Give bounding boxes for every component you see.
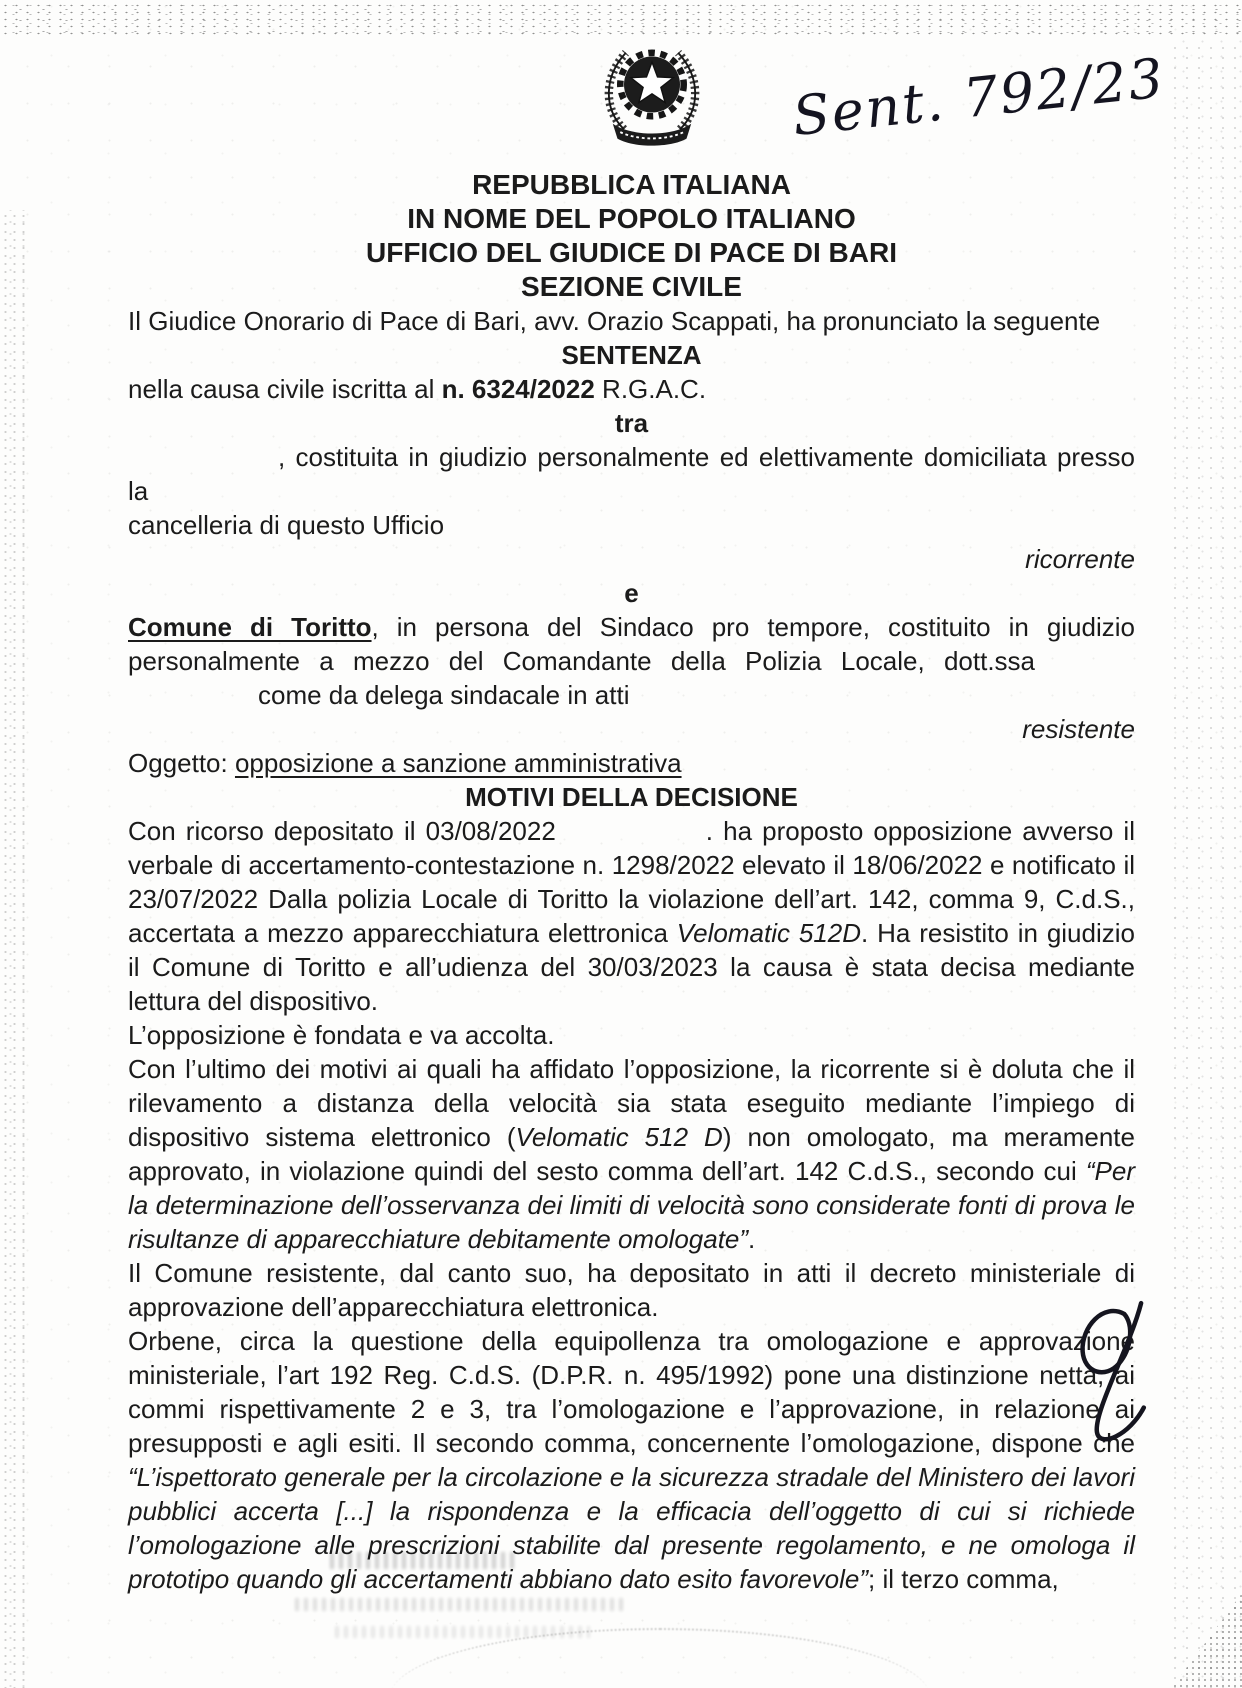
resistente-label — [128, 712, 1135, 746]
ricorrente-line-2-text: cancelleria di questo Ufficio — [128, 510, 445, 540]
paragraph-motivo-text: Con l’ultimo dei motivi ai quali ha affidato l’opposizione, la ricorrente si è doluta che il rilevamento a distanza della velocità sia stata eseguito mediante l’impiego di dispositivo sistema elettronico ( — [128, 1054, 1135, 1152]
faint-stamp — [295, 1552, 725, 1652]
case-number-line-text: n. 6324/2022 — [441, 374, 595, 404]
sentenza-heading-text: SENTENZA — [561, 340, 702, 370]
case-number-line — [128, 372, 1135, 406]
paragraph-orbene-text: ; il terzo comma, — [868, 1564, 1059, 1594]
paragraph-fondata — [128, 1018, 1135, 1052]
redaction-gap — [556, 839, 706, 840]
resistente-line-1 — [128, 610, 1135, 644]
faint-stamp-row — [335, 1626, 590, 1638]
header-line-1: REPUBBLICA ITALIANA — [472, 169, 791, 200]
resistente-line-1-text: , in persona del Sindaco pro tempore, costituito in giudizio — [371, 612, 1135, 642]
paragraph-motivo-text: ) non omologato, ma meramente approvato, in violazione quindi del sesto comma dell’art. 142 C.d.S., secondo cui — [128, 1122, 1135, 1186]
resistente-label-text: resistente — [1022, 714, 1135, 744]
header-line-4: SEZIONE CIVILE — [521, 271, 742, 302]
tra-separator — [128, 406, 1135, 440]
e-separator-text: e — [624, 578, 639, 608]
scan-noise-right — [1167, 40, 1242, 1688]
judge-initials-signature-icon — [1053, 1292, 1164, 1459]
ricorrente-line-1 — [128, 440, 1135, 508]
resistente-line-1-text: Comune di Toritto — [128, 612, 372, 642]
court-header — [128, 168, 1135, 304]
pronouncement-line — [128, 304, 1135, 338]
paragraph-ricorso-text: . Ha resistito in giudizio il Comune di Toritto e all’udienza del 30/03/2023 la causa è stata decisa mediante lettura del dispositivo. — [128, 918, 1135, 1016]
oggetto-line-text: opposizione a sanzione amministrativa — [234, 748, 682, 778]
paragraph-motivo-text: Velomatic 512 D — [515, 1122, 723, 1152]
header-line-3: UFFICIO DEL GIUDICE DI PACE DI BARI — [366, 237, 897, 268]
handwritten-case-number: Sent. 792/23 — [789, 46, 1168, 149]
oggetto-line-text: Oggetto: — [128, 748, 235, 778]
resistente-line-3-text: come da delega sindacale in atti — [258, 680, 630, 710]
paragraph-ricorso-text: Con ricorso depositato il 03/08/2022 — [128, 816, 556, 846]
paragraph-motivo-text: . — [748, 1224, 756, 1254]
paragraph-orbene-text: “L’ispettorato generale per la circolazione e la sicurezza stradale del Ministero dei lavori pubblici accerta [...] la rispondenza e la efficacia dell’oggetto di cui si richiede l’omologazione alle prescrizioni stabilite dal presente regolamento, e ne omologa il prototipo quando gli accertamenti abbiano dato esito favorevole” — [128, 1462, 1135, 1594]
faint-stamp-row — [330, 1552, 515, 1569]
scan-noise-left — [0, 210, 26, 1688]
header-line-2: IN NOME DEL POPOLO ITALIANO — [407, 203, 856, 234]
paragraph-motivo-text: “Per la determinazione dell’osservanza dei limiti di velocità sono considerate fonti di prova le risultanze di apparecchiature debitamente omologate” — [128, 1156, 1135, 1254]
paragraph-comune-resistente — [128, 1256, 1135, 1324]
e-separator — [128, 576, 1135, 610]
ricorrente-line-1-text: , costituita in giudizio personalmente ed elettivamente domiciliata presso la — [128, 442, 1135, 506]
oggetto-line — [128, 746, 1135, 780]
sentenza-heading — [128, 338, 1135, 372]
paragraph-orbene-text: Orbene, circa la questione della equipollenza tra omologazione e approvazione ministeriale, l’art 192 Reg. C.d.S. (D.P.R. n. 495/1992) pone una distinzione netta, ai commi rispettivamente 2 e 3, tra l’omologazione e l’approvazione, in relazione ai presupposti e agli esiti. Il secondo comma, concernente l’omologazione, dispone che — [128, 1326, 1135, 1458]
paragraph-ricorso-text: . ha proposto opposizione avverso il verbale di accertamento-contestazione n. 1298/2022 elevato il 18/06/2022 e notificato il 23/07/2022 Dalla polizia Locale di Toritto la violazione dell’art. 142, comma 9, C.d.S., accertata a mezzo apparecchiatura elettronica — [128, 816, 1135, 948]
paragraph-fondata-text: L’opposizione è fondata e va accolta. — [128, 1020, 555, 1050]
case-number-line-text: R.G.A.C. — [594, 374, 707, 404]
paragraph-ricorso — [128, 814, 1135, 1018]
resistente-line-2 — [128, 644, 1135, 678]
document-body — [128, 304, 1135, 1596]
paragraph-comune-resistente-text: Il Comune resistente, dal canto suo, ha depositato in atti il decreto ministeriale di approvazione dell’apparecchiatura elettronica. — [128, 1258, 1135, 1322]
motivi-heading-text: MOTIVI DELLA DECISIONE — [465, 782, 798, 812]
paragraph-ricorso-text: Velomatic 512D — [676, 918, 862, 948]
case-number-line-text: nella causa civile iscritta al — [128, 374, 442, 404]
paragraph-motivo — [128, 1052, 1135, 1256]
redaction-gap — [1035, 669, 1135, 670]
ricorrente-label-text: ricorrente — [1025, 544, 1135, 574]
ricorrente-line-2 — [128, 508, 1135, 542]
pronouncement-line-text: Il Giudice Onorario di Pace di Bari, avv. Orazio Scappati, ha pronunciato la seguente — [128, 306, 1101, 336]
motivi-heading — [128, 780, 1135, 814]
ricorrente-label — [128, 542, 1135, 576]
redaction-gap — [128, 465, 278, 466]
tra-separator-text: tra — [614, 408, 649, 438]
resistente-line-2-text: personalmente a mezzo del Comandante della Polizia Locale, dott.ssa — [128, 646, 1035, 676]
resistente-line-3 — [128, 678, 1135, 712]
faint-stamp-row — [295, 1598, 625, 1611]
document-content — [128, 0, 1168, 1596]
